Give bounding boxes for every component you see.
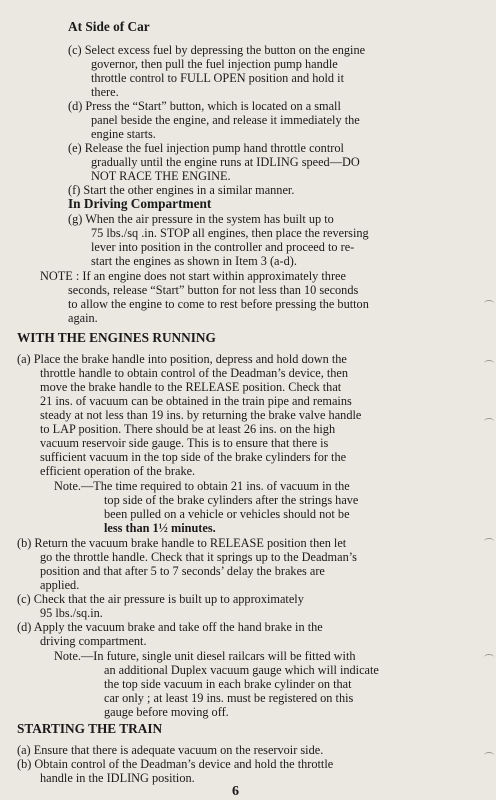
running-c-line-2: 95 lbs./sq.in. (40, 606, 103, 620)
step-e-line-1: (e) Release the fuel injection pump hand throttle control (68, 141, 344, 155)
note-3-line-5: gauge before moving off. (104, 705, 229, 719)
section-heading-starting-train: STARTING THE TRAIN (17, 721, 163, 736)
running-d-line-2: driving compartment. (40, 634, 147, 648)
running-a-line-6: to LAP position. There should be at least 26 ins. on the high (40, 422, 336, 436)
note-1-line-1: NOTE : If an engine does not start within approximately three (40, 269, 346, 283)
step-c-line-4: there. (91, 85, 119, 99)
margin-mark (484, 418, 494, 425)
step-g-line-1: (g) When the air pressure in the system has built up to (68, 212, 334, 226)
running-b-line-2: go the throttle handle. Check that it springs up to the Deadman’s (40, 550, 357, 564)
margin-mark (484, 300, 494, 307)
running-b-line-3: position and that after 5 to 7 seconds’ delay the brakes are (40, 564, 325, 578)
note-1-line-2: seconds, release “Start” button for not less than 10 seconds (68, 283, 359, 297)
step-f-line-1: (f) Start the other engines in a similar manner. (68, 183, 295, 197)
margin-mark (484, 654, 494, 661)
running-a-line-7: vacuum reservoir side gauge. This is to ensure that there is (40, 436, 329, 450)
note-2-line-4: less than 1½ minutes. (104, 521, 216, 535)
running-d-line-1: (d) Apply the vacuum brake and take off the hand brake in the (17, 620, 323, 634)
note-2-line-3: been pulled on a vehicle or vehicles should not be (104, 507, 350, 521)
running-c-line-1: (c) Check that the air pressure is built up to approximately (17, 592, 304, 606)
step-e-line-3: NOT RACE THE ENGINE. (91, 169, 231, 183)
step-c-line-3: throttle control to FULL OPEN position and hold it (91, 71, 344, 85)
running-a-line-4: 21 ins. of vacuum can be obtained in the train pipe and remains (40, 394, 352, 408)
running-a-line-5: steady at not less than 19 ins. by returning the brake valve handle (40, 408, 362, 422)
section-heading-engines-running: WITH THE ENGINES RUNNING (17, 330, 216, 345)
running-a-line-2: throttle handle to obtain control of the Deadman’s device, then (40, 366, 349, 380)
step-d-line-3: engine starts. (91, 127, 156, 141)
running-b-line-4: applied. (40, 578, 80, 592)
step-g-line-4: start the engines as shown in Item 3 (a-d). (91, 254, 297, 268)
step-d-line-2: panel beside the engine, and release it immediately the (91, 113, 360, 127)
running-a-line-1: (a) Place the brake handle into position, depress and hold down the (17, 352, 347, 366)
step-d-line-1: (d) Press the “Start” button, which is located on a small (68, 99, 341, 113)
page-number: 6 (232, 784, 239, 799)
section-heading-at-side-of-car: At Side of Car (68, 19, 150, 34)
starting-b-line-2: handle in the IDLING position. (40, 771, 195, 785)
note-1-line-4: again. (68, 311, 98, 325)
step-c-line-1: (c) Select excess fuel by depressing the button on the engine (68, 43, 366, 57)
note-3-line-2: an additional Duplex vacuum gauge which will indicate (104, 663, 379, 677)
note-2-line-2: top side of the brake cylinders after the strings have (104, 493, 359, 507)
running-b-line-1: (b) Return the vacuum brake handle to RELEASE position then let (17, 536, 347, 550)
step-c-line-2: governor, then pull the fuel injection pump handle (91, 57, 338, 71)
note-3-line-3: the top side vacuum in each brake cylinder on that (104, 677, 352, 691)
margin-mark (484, 538, 494, 545)
running-a-line-8: sufficient vacuum in the top side of the brake cylinders for the (40, 450, 347, 464)
running-a-line-9: efficient operation of the brake. (40, 464, 196, 478)
note-1-line-3: to allow the engine to come to rest before pressing the button (68, 297, 369, 311)
starting-a-line-1: (a) Ensure that there is adequate vacuum on the reservoir side. (17, 743, 324, 757)
running-a-line-3: move the brake handle to the RELEASE position. Check that (40, 380, 342, 394)
note-3-line-4: car only ; at least 19 ins. must be registered on this (104, 691, 354, 705)
margin-mark (484, 752, 494, 759)
section-heading-driving-compartment: In Driving Compartment (68, 196, 212, 211)
step-e-line-2: gradually until the engine runs at IDLING speed—DO (91, 155, 360, 169)
note-2-line-1: Note.—The time required to obtain 21 ins. of vacuum in the (54, 479, 350, 493)
margin-mark (484, 360, 494, 367)
step-g-line-3: lever into position in the controller and proceed to re- (91, 240, 355, 254)
step-g-line-2: 75 lbs./sq .in. STOP all engines, then place the reversing (91, 226, 369, 240)
starting-b-line-1: (b) Obtain control of the Deadman’s device and hold the throttle (17, 757, 334, 771)
note-3-line-1: Note.—In future, single unit diesel railcars will be fitted with (54, 649, 356, 663)
